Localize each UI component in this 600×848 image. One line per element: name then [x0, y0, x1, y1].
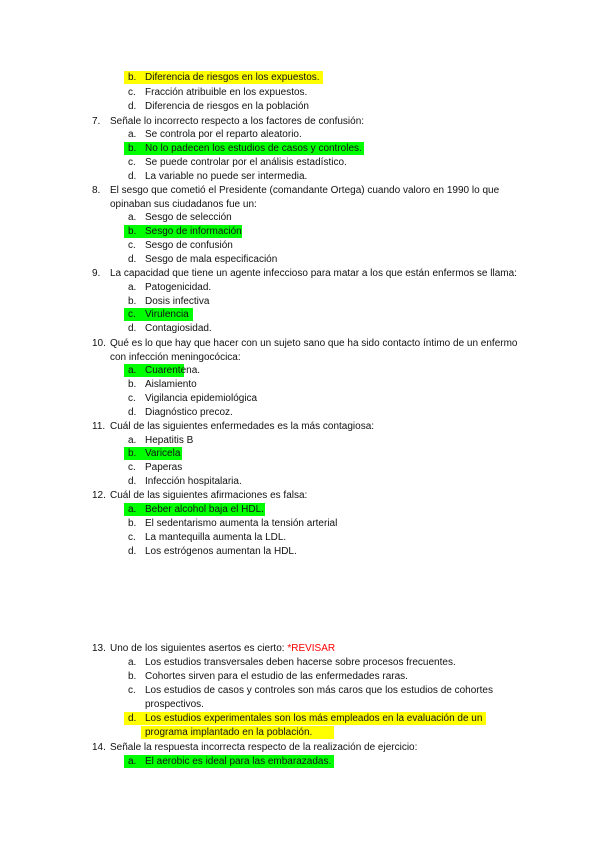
- continuation-line: [0, 726, 600, 739]
- option-text: Los estrógenos aumentan la HDL.: [145, 546, 297, 557]
- option-letter: d.: [128, 713, 137, 724]
- option-text: Sesgo de confusión: [145, 240, 233, 251]
- option-letter: a.: [128, 504, 137, 515]
- option-text: Diagnóstico precoz.: [145, 407, 233, 418]
- option-line: [0, 71, 600, 84]
- option-line: [0, 128, 600, 141]
- option-line: [0, 447, 600, 460]
- option-letter: b.: [128, 226, 137, 237]
- question-text: [110, 420, 374, 433]
- option-text: Infección hospitalaria.: [145, 476, 242, 487]
- question-text-continuation: opinaban sus ciudadanos fue un:: [110, 199, 257, 210]
- option-line: [0, 86, 600, 99]
- option-text: El sedentarismo aumenta la tensión arterial: [145, 518, 338, 529]
- question-number: 11.: [92, 421, 106, 432]
- option-text: Diferencia de riesgos en la población: [145, 101, 309, 112]
- continuation-line: [0, 351, 600, 364]
- question-text: [110, 267, 517, 280]
- question-line: [0, 115, 600, 128]
- question-text: [110, 184, 499, 197]
- option-line: [0, 156, 600, 169]
- question-number: 14.: [92, 742, 106, 753]
- option-line: [0, 364, 600, 377]
- option-letter: d.: [128, 101, 137, 112]
- option-line: [0, 281, 600, 294]
- option-letter: d.: [128, 171, 137, 182]
- option-line: [0, 239, 600, 252]
- option-line: [0, 378, 600, 391]
- question-text-main: Cuál de las siguientes enfermedades es la más contagiosa:: [110, 421, 375, 432]
- option-line: [0, 100, 600, 113]
- option-text: Sesgo de mala especificación: [145, 254, 278, 265]
- option-text-continuation: prospectivos.: [145, 699, 204, 710]
- option-letter: d.: [128, 323, 137, 334]
- question-number: 7.: [92, 116, 101, 127]
- question-line: [0, 337, 600, 350]
- question-number: 9.: [92, 268, 101, 279]
- option-text: No lo padecen los estudios de casos y controles.: [145, 143, 362, 154]
- option-line: [0, 503, 600, 516]
- option-letter: a.: [128, 657, 137, 668]
- option-line: [0, 475, 600, 488]
- option-letter: c.: [128, 157, 136, 168]
- option-text: Cohortes sirven para el estudio de las enfermedades raras.: [145, 671, 408, 682]
- option-text: La mantequilla aumenta la LDL.: [145, 532, 287, 543]
- continuation-line: [0, 698, 600, 711]
- question-line: [0, 741, 600, 754]
- continuation-line: [0, 198, 600, 211]
- option-text: Diferencia de riesgos en los expuestos.: [145, 72, 320, 83]
- option-line: [0, 392, 600, 405]
- option-line: [0, 308, 600, 321]
- option-line: [0, 531, 600, 544]
- option-line: [0, 295, 600, 308]
- option-text: Varicela: [145, 448, 181, 459]
- option-letter: d.: [128, 407, 137, 418]
- option-letter: b.: [128, 72, 137, 83]
- option-text: Cuarentena.: [145, 365, 201, 376]
- option-text: Los estudios transversales deben hacerse sobre procesos frecuentes.: [145, 657, 456, 668]
- option-line: [0, 656, 600, 669]
- question-text: [110, 642, 335, 655]
- option-text: Virulencia: [145, 309, 189, 320]
- option-letter: c.: [128, 685, 136, 696]
- option-text: Fracción atribuible en los expuestos.: [145, 87, 308, 98]
- option-letter: c.: [128, 532, 136, 543]
- question-line: [0, 642, 600, 655]
- option-line: [0, 322, 600, 335]
- option-text: Hepatitis B: [145, 435, 194, 446]
- option-text: Aislamiento: [145, 379, 197, 390]
- option-line: [0, 461, 600, 474]
- question-line: [0, 420, 600, 433]
- option-letter: d.: [128, 546, 137, 557]
- option-letter: a.: [128, 756, 137, 767]
- question-text-main: Señale lo incorrecto respecto a los factores de confusión:: [110, 116, 365, 127]
- option-text: Los estudios de casos y controles son más caros que los estudios de cohortes: [145, 685, 493, 696]
- option-letter: a.: [128, 282, 137, 293]
- option-line: [0, 170, 600, 183]
- option-letter: b.: [128, 143, 137, 154]
- option-text: Se puede controlar por el análisis estadístico.: [145, 157, 347, 168]
- option-letter: c.: [128, 309, 136, 320]
- question-text: [110, 489, 307, 502]
- option-letter: c.: [128, 393, 136, 404]
- question-text-main: Qué es lo que hay que hacer con un sujeto sano que ha sido contacto íntimo de un enfermo: [110, 338, 518, 349]
- option-letter: c.: [128, 462, 136, 473]
- option-letter: b.: [128, 379, 137, 390]
- option-text: Se controla por el reparto aleatorio.: [145, 129, 302, 140]
- question-text: [110, 115, 364, 128]
- option-text: Patogenicidad.: [145, 282, 212, 293]
- option-text: Beber alcohol baja el HDL.: [145, 504, 264, 515]
- question-text: [110, 741, 417, 754]
- option-text: Sesgo de información: [145, 226, 242, 237]
- option-text: Vigilancia epidemiológica: [145, 393, 258, 404]
- question-text-main: Cuál de las siguientes afirmaciones es falsa:: [110, 490, 308, 501]
- question-text-main: La capacidad que tiene un agente infeccioso para matar a los que están enfermos se llama:: [110, 268, 517, 279]
- question-text-continuation: con infección meningocócica:: [110, 352, 241, 363]
- option-text: La variable no puede ser intermedia.: [145, 171, 308, 182]
- option-letter: b.: [128, 518, 137, 529]
- option-text: Paperas: [145, 462, 183, 473]
- option-text: Los estudios experimentales son los más empleados en la evaluación de un: [145, 713, 483, 724]
- question-text-main: Señale la respuesta incorrecta respecto de la realización de ejercicio:: [110, 742, 418, 753]
- question-text-main: El sesgo que cometió el Presidente (comandante Ortega) cuando valoro en 1990 lo que: [110, 185, 500, 196]
- option-line: [0, 434, 600, 447]
- question-number: 8.: [92, 185, 101, 196]
- option-line: [0, 225, 600, 238]
- question-text-main: Uno de los siguientes asertos es cierto:: [110, 643, 288, 654]
- question-line: [0, 184, 600, 197]
- option-line: [0, 545, 600, 558]
- option-text: Contagiosidad.: [145, 323, 212, 334]
- question-number: 10.: [92, 338, 106, 349]
- question-text: [110, 337, 518, 350]
- option-letter: a.: [128, 365, 137, 376]
- question-number: 12.: [92, 490, 106, 501]
- option-letter: d.: [128, 476, 137, 487]
- option-line: [0, 670, 600, 683]
- option-letter: a.: [128, 435, 137, 446]
- question-line: [0, 267, 600, 280]
- option-line: [0, 211, 600, 224]
- option-letter: a.: [128, 212, 137, 223]
- option-letter: c.: [128, 87, 136, 98]
- option-text: Dosis infectiva: [145, 296, 210, 307]
- option-line: [0, 517, 600, 530]
- option-line: [0, 253, 600, 266]
- option-letter: d.: [128, 254, 137, 265]
- review-note: *REVISAR: [287, 643, 336, 654]
- option-line: [0, 684, 600, 697]
- question-line: [0, 489, 600, 502]
- option-letter: b.: [128, 296, 137, 307]
- option-line: [0, 755, 600, 768]
- option-line: [0, 142, 600, 155]
- option-line: [0, 406, 600, 419]
- option-text-continuation: programa implantado en la población.: [145, 727, 313, 738]
- question-number: 13.: [92, 643, 106, 654]
- option-line: [0, 712, 600, 725]
- option-letter: b.: [128, 671, 137, 682]
- option-text: Sesgo de selección: [145, 212, 232, 223]
- option-letter: a.: [128, 129, 137, 140]
- option-letter: c.: [128, 240, 136, 251]
- option-text: El aerobic es ideal para las embarazadas.: [145, 756, 332, 767]
- option-letter: b.: [128, 448, 137, 459]
